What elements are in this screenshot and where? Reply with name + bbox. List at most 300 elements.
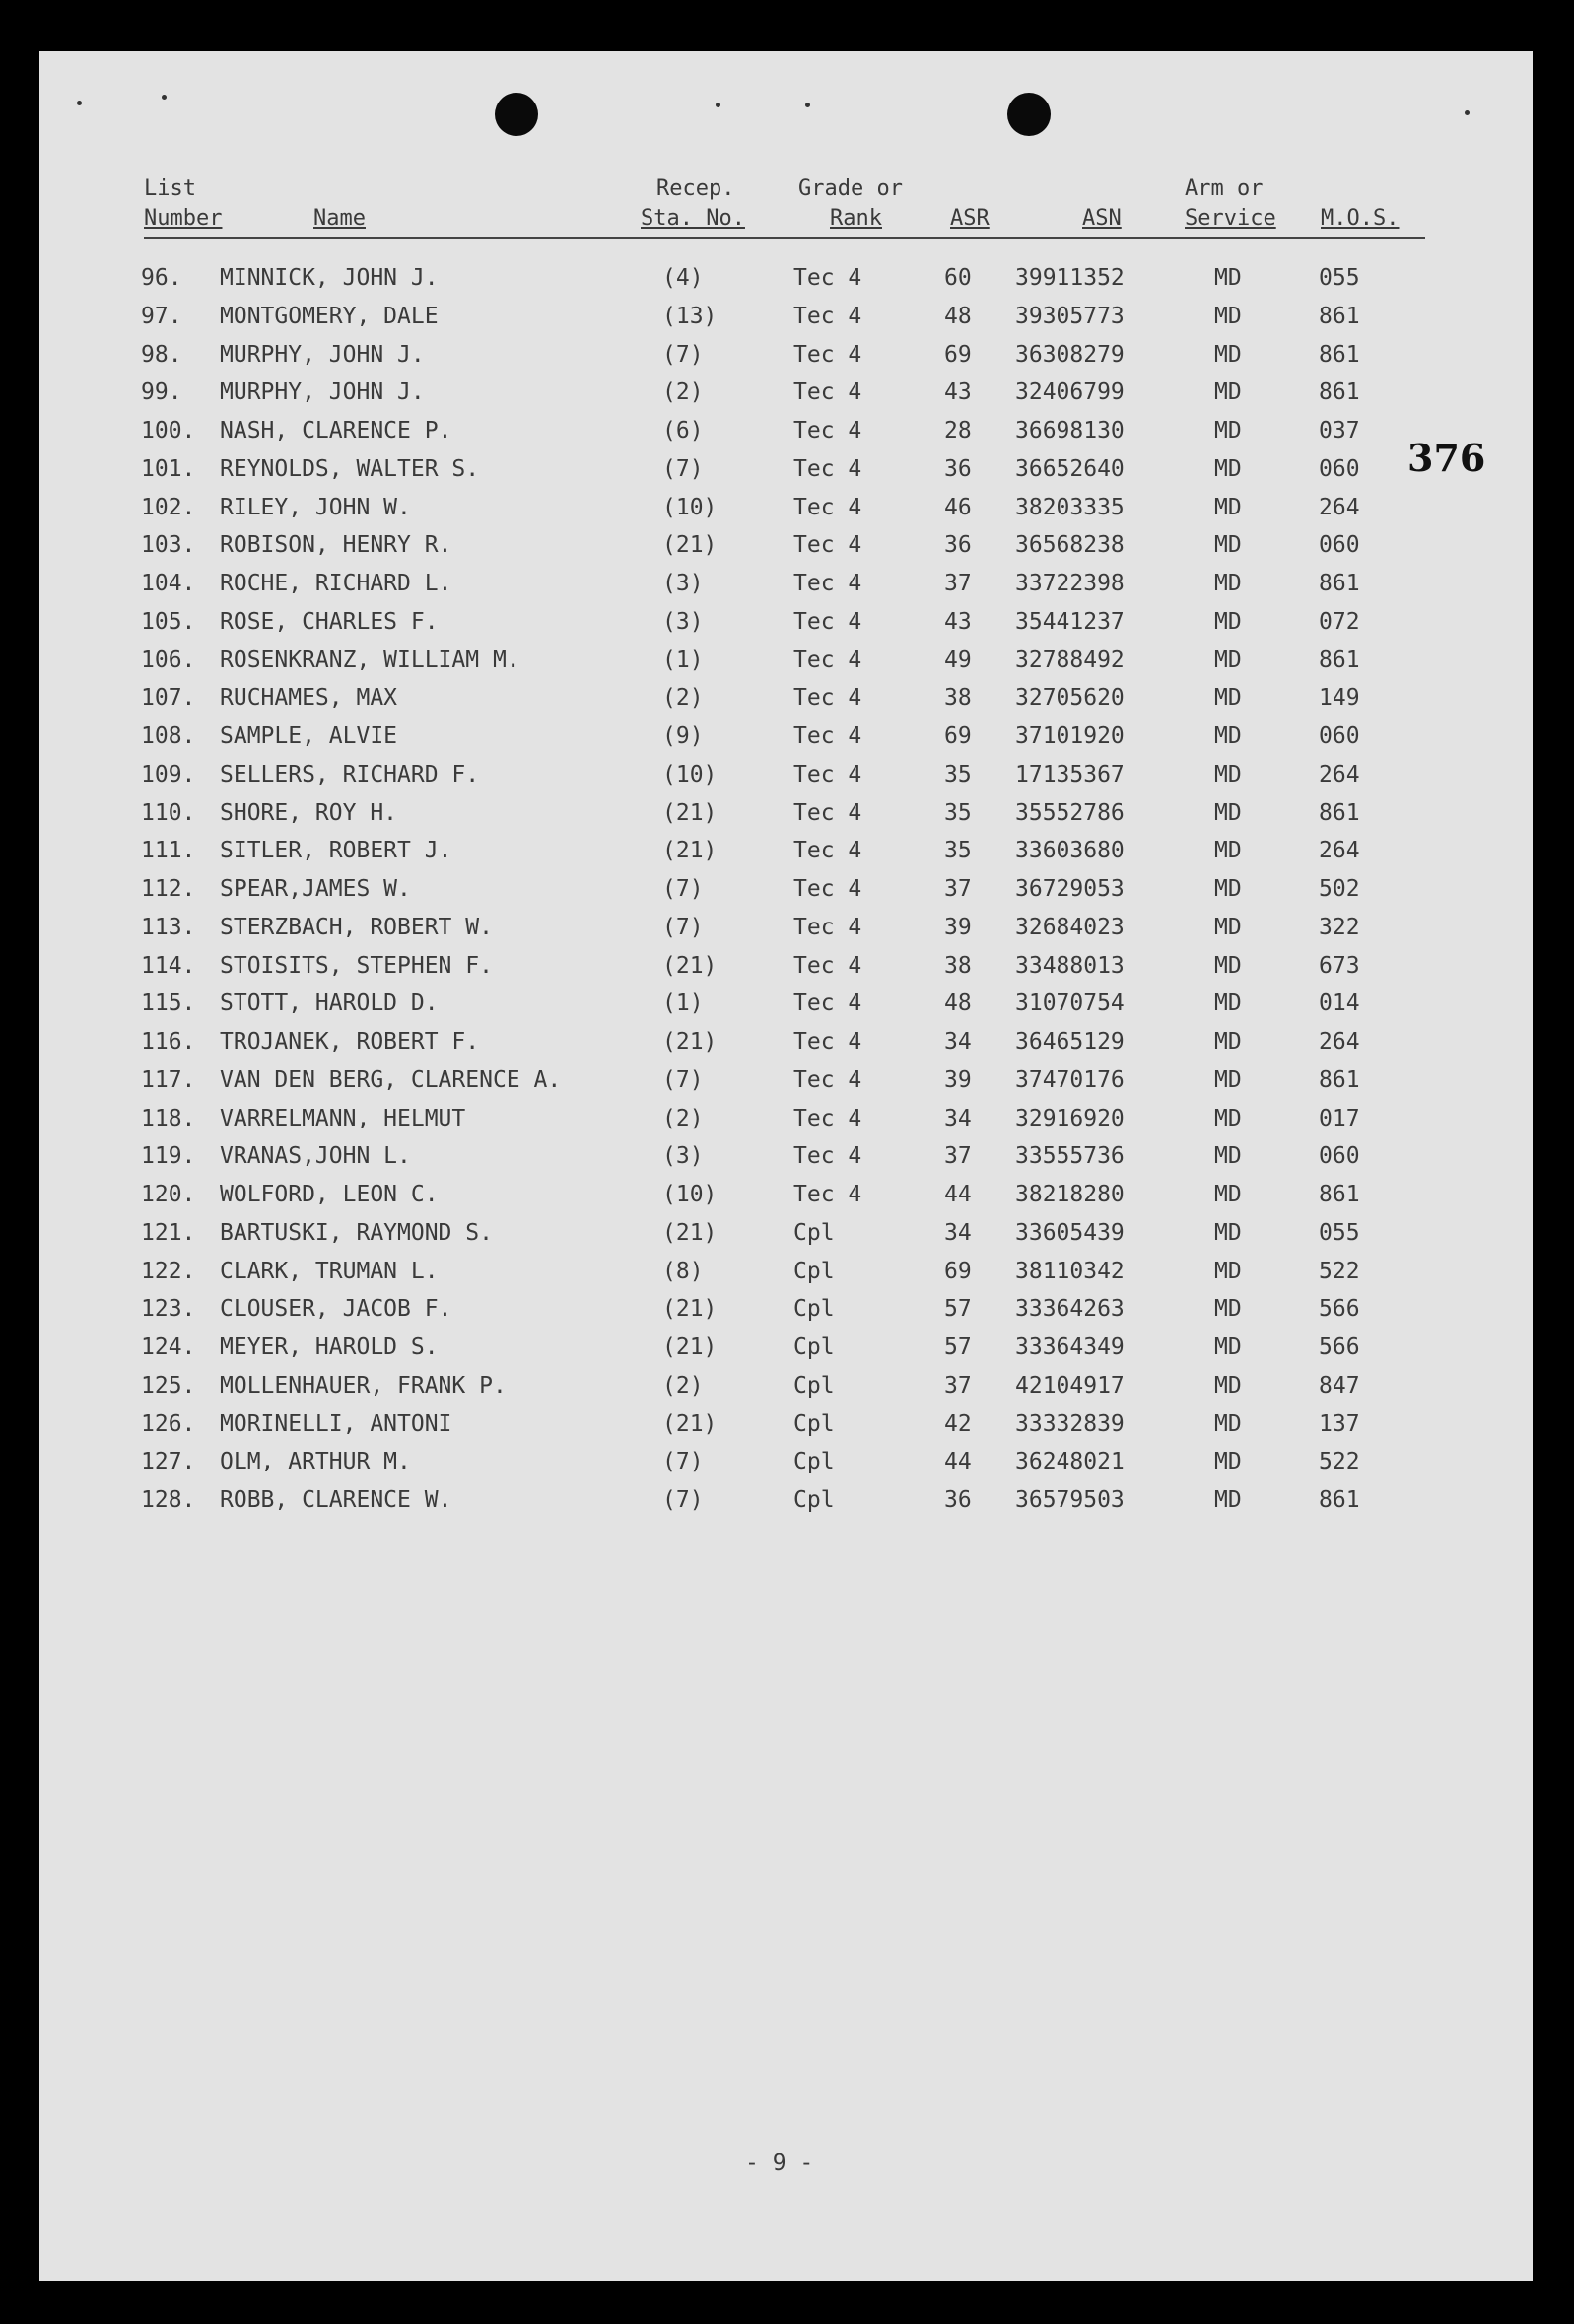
arm-service: MD bbox=[1214, 1066, 1242, 1093]
mos-code: 673 bbox=[1319, 952, 1360, 979]
army-serial-number: 39305773 bbox=[1015, 303, 1125, 329]
table-row bbox=[39, 335, 1533, 375]
asr-score: 44 bbox=[944, 1449, 972, 1475]
person-name: MEYER, HAROLD S. bbox=[220, 1334, 439, 1360]
grade-rank: Tec 4 bbox=[793, 1029, 862, 1055]
grade-rank: Tec 4 bbox=[793, 571, 862, 596]
table-row bbox=[39, 1404, 1533, 1444]
asr-score: 43 bbox=[944, 379, 972, 406]
list-number: 111. bbox=[141, 838, 196, 864]
mos-code: 264 bbox=[1319, 1029, 1360, 1055]
grade-rank: Cpl bbox=[793, 1372, 835, 1399]
asr-score: 69 bbox=[944, 341, 972, 368]
grade-rank: Tec 4 bbox=[793, 761, 862, 787]
person-name: MORINELLI, ANTONI bbox=[220, 1410, 452, 1437]
asr-score: 48 bbox=[944, 303, 972, 329]
reception-station: (7) bbox=[662, 876, 704, 902]
mos-code: 060 bbox=[1319, 1143, 1360, 1170]
arm-service: MD bbox=[1214, 1182, 1242, 1207]
army-serial-number: 36465129 bbox=[1015, 1029, 1125, 1055]
army-serial-number: 35441237 bbox=[1015, 608, 1125, 635]
header-list-bottom: Number bbox=[144, 206, 223, 231]
asr-score: 36 bbox=[944, 455, 972, 482]
person-name: SITLER, ROBERT J. bbox=[220, 838, 452, 864]
list-number: 105. bbox=[141, 608, 196, 635]
grade-rank: Tec 4 bbox=[793, 418, 862, 444]
person-name: VAN DEN BERG, CLARENCE A. bbox=[220, 1066, 562, 1093]
person-name: SELLERS, RICHARD F. bbox=[220, 761, 480, 787]
asr-score: 69 bbox=[944, 1258, 972, 1284]
list-number: 128. bbox=[141, 1487, 196, 1513]
arm-service: MD bbox=[1214, 723, 1242, 749]
reception-station: (21) bbox=[662, 799, 718, 826]
army-serial-number: 38110342 bbox=[1015, 1258, 1125, 1284]
asr-score: 35 bbox=[944, 799, 972, 826]
header-list-top: List bbox=[144, 176, 196, 201]
army-serial-number: 33364349 bbox=[1015, 1334, 1125, 1360]
grade-rank: Cpl bbox=[793, 1219, 835, 1246]
grade-rank: Cpl bbox=[793, 1258, 835, 1284]
arm-service: MD bbox=[1214, 1334, 1242, 1360]
asr-score: 39 bbox=[944, 1066, 972, 1093]
reception-station: (10) bbox=[662, 1182, 718, 1207]
reception-station: (21) bbox=[662, 1334, 718, 1360]
army-serial-number: 38218280 bbox=[1015, 1182, 1125, 1207]
person-name: SAMPLE, ALVIE bbox=[220, 723, 398, 749]
reception-station: (2) bbox=[662, 379, 704, 406]
grade-rank: Tec 4 bbox=[793, 838, 862, 864]
list-number: 126. bbox=[141, 1410, 196, 1437]
grade-rank: Tec 4 bbox=[793, 914, 862, 940]
header-arm-top: Arm or bbox=[1185, 176, 1264, 201]
army-serial-number: 33605439 bbox=[1015, 1219, 1125, 1246]
arm-service: MD bbox=[1214, 265, 1242, 291]
army-serial-number: 33364263 bbox=[1015, 1296, 1125, 1323]
reception-station: (7) bbox=[662, 455, 704, 482]
person-name: CLARK, TRUMAN L. bbox=[220, 1258, 439, 1284]
reception-station: (7) bbox=[662, 914, 704, 940]
reception-station: (1) bbox=[662, 647, 704, 673]
table-row bbox=[39, 755, 1533, 794]
arm-service: MD bbox=[1214, 685, 1242, 712]
list-number: 108. bbox=[141, 723, 196, 749]
table-row bbox=[39, 1099, 1533, 1138]
mos-code: 322 bbox=[1319, 914, 1360, 940]
list-number: 117. bbox=[141, 1066, 196, 1093]
header-name: Name bbox=[313, 206, 366, 231]
reception-station: (21) bbox=[662, 838, 718, 864]
mos-code: 060 bbox=[1319, 532, 1360, 559]
arm-service: MD bbox=[1214, 571, 1242, 596]
grade-rank: Tec 4 bbox=[793, 265, 862, 291]
mos-code: 017 bbox=[1319, 1105, 1360, 1131]
table-row bbox=[39, 488, 1533, 527]
army-serial-number: 33603680 bbox=[1015, 838, 1125, 864]
person-name: MONTGOMERY, DALE bbox=[220, 303, 439, 329]
table-row bbox=[39, 717, 1533, 756]
mos-code: 060 bbox=[1319, 455, 1360, 482]
header-recep-bottom: Sta. No. bbox=[641, 206, 745, 231]
grade-rank: Cpl bbox=[793, 1449, 835, 1475]
mos-code: 861 bbox=[1319, 571, 1360, 596]
army-serial-number: 42104917 bbox=[1015, 1372, 1125, 1399]
reception-station: (8) bbox=[662, 1258, 704, 1284]
table-row bbox=[39, 946, 1533, 986]
mos-code: 861 bbox=[1319, 341, 1360, 368]
asr-score: 37 bbox=[944, 1143, 972, 1170]
asr-score: 44 bbox=[944, 1182, 972, 1207]
army-serial-number: 39911352 bbox=[1015, 265, 1125, 291]
table-row bbox=[39, 1480, 1533, 1520]
list-number: 97. bbox=[141, 303, 182, 329]
header-grade-bottom: Rank bbox=[830, 206, 882, 231]
arm-service: MD bbox=[1214, 1219, 1242, 1246]
mos-code: 566 bbox=[1319, 1334, 1360, 1360]
list-number: 99. bbox=[141, 379, 182, 406]
header-asn: ASN bbox=[1082, 206, 1122, 231]
army-serial-number: 32684023 bbox=[1015, 914, 1125, 940]
mos-code: 861 bbox=[1319, 379, 1360, 406]
person-name: MINNICK, JOHN J. bbox=[220, 265, 439, 291]
list-number: 127. bbox=[141, 1449, 196, 1475]
mos-code: 264 bbox=[1319, 494, 1360, 520]
list-number: 98. bbox=[141, 341, 182, 368]
reception-station: (2) bbox=[662, 1372, 704, 1399]
arm-service: MD bbox=[1214, 1487, 1242, 1513]
list-number: 123. bbox=[141, 1296, 196, 1323]
mos-code: 861 bbox=[1319, 1066, 1360, 1093]
speck bbox=[805, 103, 810, 107]
person-name: OLM, ARTHUR M. bbox=[220, 1449, 411, 1475]
list-number: 119. bbox=[141, 1143, 196, 1170]
table-row bbox=[39, 1022, 1533, 1061]
asr-score: 34 bbox=[944, 1105, 972, 1131]
army-serial-number: 35552786 bbox=[1015, 799, 1125, 826]
table-row bbox=[39, 1136, 1533, 1176]
arm-service: MD bbox=[1214, 1449, 1242, 1475]
army-serial-number: 31070754 bbox=[1015, 991, 1125, 1017]
mos-code: 060 bbox=[1319, 723, 1360, 749]
reception-station: (6) bbox=[662, 418, 704, 444]
table-row bbox=[39, 1213, 1533, 1253]
asr-score: 37 bbox=[944, 876, 972, 902]
table-row bbox=[39, 1252, 1533, 1291]
punch-hole-left bbox=[495, 93, 538, 136]
arm-service: MD bbox=[1214, 608, 1242, 635]
asr-score: 35 bbox=[944, 838, 972, 864]
arm-service: MD bbox=[1214, 303, 1242, 329]
reception-station: (4) bbox=[662, 265, 704, 291]
grade-rank: Tec 4 bbox=[793, 1182, 862, 1207]
arm-service: MD bbox=[1214, 532, 1242, 559]
table-row bbox=[39, 984, 1533, 1023]
reception-station: (2) bbox=[662, 685, 704, 712]
arm-service: MD bbox=[1214, 647, 1242, 673]
grade-rank: Tec 4 bbox=[793, 991, 862, 1017]
reception-station: (7) bbox=[662, 1449, 704, 1475]
army-serial-number: 32788492 bbox=[1015, 647, 1125, 673]
grade-rank: Tec 4 bbox=[793, 455, 862, 482]
arm-service: MD bbox=[1214, 761, 1242, 787]
asr-score: 49 bbox=[944, 647, 972, 673]
list-number: 115. bbox=[141, 991, 196, 1017]
mos-code: 861 bbox=[1319, 1182, 1360, 1207]
reception-station: (21) bbox=[662, 1219, 718, 1246]
table-row bbox=[39, 449, 1533, 489]
arm-service: MD bbox=[1214, 914, 1242, 940]
person-name: ROSENKRANZ, WILLIAM M. bbox=[220, 647, 520, 673]
asr-score: 43 bbox=[944, 608, 972, 635]
arm-service: MD bbox=[1214, 1258, 1242, 1284]
person-name: RUCHAMES, MAX bbox=[220, 685, 398, 712]
list-number: 114. bbox=[141, 952, 196, 979]
reception-station: (13) bbox=[662, 303, 718, 329]
list-number: 101. bbox=[141, 455, 196, 482]
arm-service: MD bbox=[1214, 341, 1242, 368]
asr-score: 34 bbox=[944, 1029, 972, 1055]
list-number: 113. bbox=[141, 914, 196, 940]
list-number: 96. bbox=[141, 265, 182, 291]
list-number: 121. bbox=[141, 1219, 196, 1246]
arm-service: MD bbox=[1214, 1143, 1242, 1170]
reception-station: (1) bbox=[662, 991, 704, 1017]
reception-station: (21) bbox=[662, 952, 718, 979]
table-row bbox=[39, 1442, 1533, 1481]
list-number: 103. bbox=[141, 532, 196, 559]
mos-code: 861 bbox=[1319, 799, 1360, 826]
army-serial-number: 36652640 bbox=[1015, 455, 1125, 482]
list-number: 109. bbox=[141, 761, 196, 787]
person-name: NASH, CLARENCE P. bbox=[220, 418, 452, 444]
reception-station: (10) bbox=[662, 494, 718, 520]
list-number: 106. bbox=[141, 647, 196, 673]
mos-code: 055 bbox=[1319, 265, 1360, 291]
mos-code: 522 bbox=[1319, 1258, 1360, 1284]
header-rule bbox=[144, 237, 1425, 239]
grade-rank: Tec 4 bbox=[793, 952, 862, 979]
speck bbox=[162, 95, 167, 100]
header-recep-top: Recep. bbox=[656, 176, 735, 201]
person-name: RILEY, JOHN W. bbox=[220, 494, 411, 520]
reception-station: (10) bbox=[662, 761, 718, 787]
list-number: 112. bbox=[141, 876, 196, 902]
arm-service: MD bbox=[1214, 876, 1242, 902]
mos-code: 566 bbox=[1319, 1296, 1360, 1323]
person-name: VRANAS,JOHN L. bbox=[220, 1143, 411, 1170]
asr-score: 28 bbox=[944, 418, 972, 444]
reception-station: (7) bbox=[662, 1066, 704, 1093]
table-row bbox=[39, 602, 1533, 642]
table-row bbox=[39, 525, 1533, 565]
army-serial-number: 33332839 bbox=[1015, 1410, 1125, 1437]
reception-station: (7) bbox=[662, 341, 704, 368]
reception-station: (21) bbox=[662, 532, 718, 559]
grade-rank: Tec 4 bbox=[793, 685, 862, 712]
grade-rank: Tec 4 bbox=[793, 799, 862, 826]
list-number: 104. bbox=[141, 571, 196, 596]
table-row bbox=[39, 297, 1533, 336]
person-name: ROBISON, HENRY R. bbox=[220, 532, 452, 559]
person-name: MURPHY, JOHN J. bbox=[220, 379, 425, 406]
table-row bbox=[39, 564, 1533, 603]
list-number: 120. bbox=[141, 1182, 196, 1207]
document-page bbox=[39, 51, 1533, 2281]
reception-station: (21) bbox=[662, 1410, 718, 1437]
person-name: STOTT, HAROLD D. bbox=[220, 991, 439, 1017]
table-row bbox=[39, 373, 1533, 412]
page-stamp-number: 376 bbox=[1407, 436, 1486, 480]
list-number: 122. bbox=[141, 1258, 196, 1284]
asr-score: 42 bbox=[944, 1410, 972, 1437]
header-arm-bottom: Service bbox=[1185, 206, 1276, 231]
list-number: 100. bbox=[141, 418, 196, 444]
army-serial-number: 37470176 bbox=[1015, 1066, 1125, 1093]
arm-service: MD bbox=[1214, 991, 1242, 1017]
person-name: VARRELMANN, HELMUT bbox=[220, 1105, 466, 1131]
arm-service: MD bbox=[1214, 952, 1242, 979]
mos-code: 861 bbox=[1319, 1487, 1360, 1513]
punch-hole-right bbox=[1007, 93, 1051, 136]
reception-station: (2) bbox=[662, 1105, 704, 1131]
asr-score: 46 bbox=[944, 494, 972, 520]
arm-service: MD bbox=[1214, 1029, 1242, 1055]
grade-rank: Cpl bbox=[793, 1410, 835, 1437]
army-serial-number: 36308279 bbox=[1015, 341, 1125, 368]
table-row bbox=[39, 1060, 1533, 1100]
grade-rank: Tec 4 bbox=[793, 608, 862, 635]
speck bbox=[1465, 110, 1470, 115]
asr-score: 69 bbox=[944, 723, 972, 749]
page-number: - 9 - bbox=[745, 2151, 814, 2176]
grade-rank: Tec 4 bbox=[793, 1066, 862, 1093]
person-name: BARTUSKI, RAYMOND S. bbox=[220, 1219, 493, 1246]
table-row bbox=[39, 831, 1533, 870]
grade-rank: Tec 4 bbox=[793, 341, 862, 368]
table-row bbox=[39, 908, 1533, 947]
table-row bbox=[39, 1328, 1533, 1367]
table-row bbox=[39, 1366, 1533, 1405]
list-number: 107. bbox=[141, 685, 196, 712]
person-name: STOISITS, STEPHEN F. bbox=[220, 952, 493, 979]
reception-station: (21) bbox=[662, 1029, 718, 1055]
person-name: MOLLENHAUER, FRANK P. bbox=[220, 1372, 507, 1399]
speck bbox=[77, 101, 82, 105]
arm-service: MD bbox=[1214, 1372, 1242, 1399]
reception-station: (3) bbox=[662, 571, 704, 596]
grade-rank: Tec 4 bbox=[793, 303, 862, 329]
grade-rank: Tec 4 bbox=[793, 876, 862, 902]
person-name: ROSE, CHARLES F. bbox=[220, 608, 439, 635]
list-number: 125. bbox=[141, 1372, 196, 1399]
asr-score: 35 bbox=[944, 761, 972, 787]
person-name: SPEAR,JAMES W. bbox=[220, 876, 411, 902]
grade-rank: Tec 4 bbox=[793, 379, 862, 406]
reception-station: (9) bbox=[662, 723, 704, 749]
army-serial-number: 38203335 bbox=[1015, 494, 1125, 520]
arm-service: MD bbox=[1214, 1296, 1242, 1323]
person-name: WOLFORD, LEON C. bbox=[220, 1182, 439, 1207]
table-row bbox=[39, 1175, 1533, 1214]
asr-score: 60 bbox=[944, 265, 972, 291]
asr-score: 48 bbox=[944, 991, 972, 1017]
mos-code: 847 bbox=[1319, 1372, 1360, 1399]
asr-score: 34 bbox=[944, 1219, 972, 1246]
mos-code: 137 bbox=[1319, 1410, 1360, 1437]
army-serial-number: 36729053 bbox=[1015, 876, 1125, 902]
table-row bbox=[39, 411, 1533, 450]
table-row bbox=[39, 678, 1533, 718]
asr-score: 38 bbox=[944, 952, 972, 979]
grade-rank: Tec 4 bbox=[793, 647, 862, 673]
arm-service: MD bbox=[1214, 838, 1242, 864]
mos-code: 149 bbox=[1319, 685, 1360, 712]
asr-score: 36 bbox=[944, 532, 972, 559]
person-name: REYNOLDS, WALTER S. bbox=[220, 455, 480, 482]
arm-service: MD bbox=[1214, 494, 1242, 520]
list-number: 102. bbox=[141, 494, 196, 520]
mos-code: 522 bbox=[1319, 1449, 1360, 1475]
table-row bbox=[39, 869, 1533, 909]
header-mos: M.O.S. bbox=[1321, 206, 1400, 231]
speck bbox=[716, 103, 720, 107]
table-row bbox=[39, 793, 1533, 833]
army-serial-number: 33722398 bbox=[1015, 571, 1125, 596]
reception-station: (21) bbox=[662, 1296, 718, 1323]
arm-service: MD bbox=[1214, 1410, 1242, 1437]
arm-service: MD bbox=[1214, 379, 1242, 406]
table-row bbox=[39, 1289, 1533, 1329]
header-grade-top: Grade or bbox=[798, 176, 903, 201]
grade-rank: Tec 4 bbox=[793, 1105, 862, 1131]
mos-code: 037 bbox=[1319, 418, 1360, 444]
grade-rank: Cpl bbox=[793, 1487, 835, 1513]
asr-score: 37 bbox=[944, 571, 972, 596]
asr-score: 38 bbox=[944, 685, 972, 712]
army-serial-number: 36698130 bbox=[1015, 418, 1125, 444]
header-asr: ASR bbox=[950, 206, 990, 231]
person-name: ROCHE, RICHARD L. bbox=[220, 571, 452, 596]
army-serial-number: 32406799 bbox=[1015, 379, 1125, 406]
grade-rank: Cpl bbox=[793, 1296, 835, 1323]
mos-code: 072 bbox=[1319, 608, 1360, 635]
arm-service: MD bbox=[1214, 1105, 1242, 1131]
asr-score: 57 bbox=[944, 1334, 972, 1360]
list-number: 110. bbox=[141, 799, 196, 826]
list-number: 118. bbox=[141, 1105, 196, 1131]
person-name: CLOUSER, JACOB F. bbox=[220, 1296, 452, 1323]
mos-code: 264 bbox=[1319, 838, 1360, 864]
grade-rank: Tec 4 bbox=[793, 1143, 862, 1170]
army-serial-number: 37101920 bbox=[1015, 723, 1125, 749]
person-name: TROJANEK, ROBERT F. bbox=[220, 1029, 480, 1055]
grade-rank: Tec 4 bbox=[793, 723, 862, 749]
table-row bbox=[39, 258, 1533, 298]
person-name: SHORE, ROY H. bbox=[220, 799, 398, 826]
asr-score: 37 bbox=[944, 1372, 972, 1399]
army-serial-number: 32705620 bbox=[1015, 685, 1125, 712]
mos-code: 014 bbox=[1319, 991, 1360, 1017]
asr-score: 39 bbox=[944, 914, 972, 940]
arm-service: MD bbox=[1214, 455, 1242, 482]
army-serial-number: 32916920 bbox=[1015, 1105, 1125, 1131]
army-serial-number: 36579503 bbox=[1015, 1487, 1125, 1513]
reception-station: (3) bbox=[662, 1143, 704, 1170]
mos-code: 861 bbox=[1319, 303, 1360, 329]
army-serial-number: 17135367 bbox=[1015, 761, 1125, 787]
grade-rank: Tec 4 bbox=[793, 532, 862, 559]
army-serial-number: 36248021 bbox=[1015, 1449, 1125, 1475]
reception-station: (3) bbox=[662, 608, 704, 635]
